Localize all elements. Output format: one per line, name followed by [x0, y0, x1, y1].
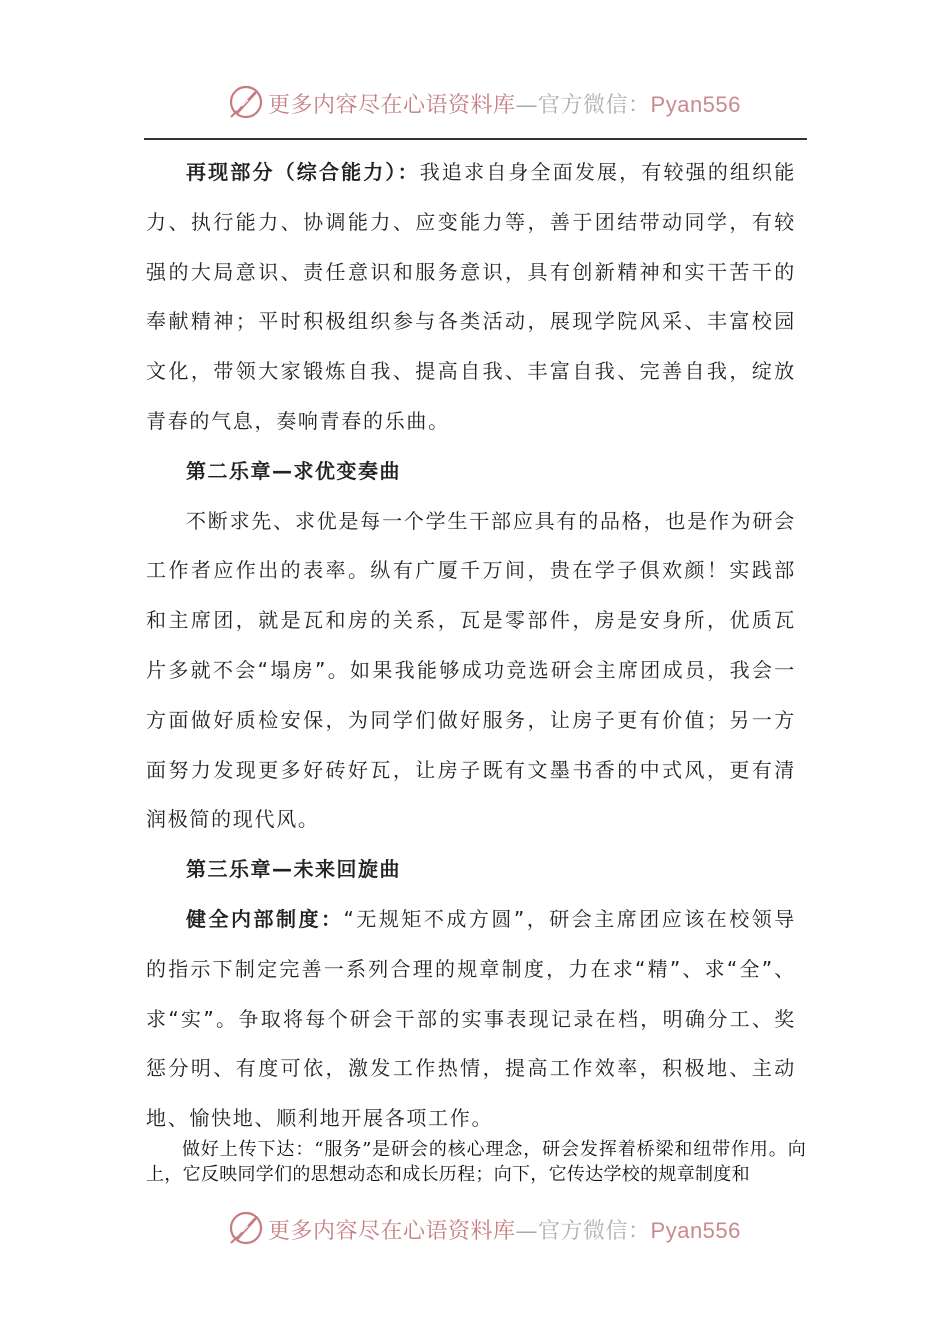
- watermark-wechat-id: Pyan556: [650, 1218, 741, 1243]
- watermark-brand: 更多内容尽在心语资料库: [268, 93, 516, 118]
- section-heading: 第三乐章—未来回旋曲: [186, 857, 401, 882]
- quill-pen-logo-icon: [228, 84, 264, 120]
- section-heading: 第二乐章—求优变奏曲: [186, 458, 401, 483]
- paragraph-internal-system: [146, 895, 796, 1144]
- quill-pen-logo-icon: [228, 1210, 264, 1246]
- paragraph-text: “无规矩不成方圆”，研会主席团应该在校领导的指示下制定完善一系列合理的规章制度，力在求“精”、求“全”、求“实”。争取将每个研会干部的实事表现记录在档，明确分工、奖惩分明、有度可依，激发工作热情，提高工作效率，积极地、主动地、愉快地、顺利地开展各项工作。: [146, 906, 796, 1131]
- footer-watermark: [0, 1206, 950, 1254]
- paragraph-lead: 健全内部制度：: [186, 906, 344, 931]
- paragraph-communication: 做好上传下达：“服务”是研会的核心理念，研会发挥着桥梁和纽带作用。向上，它反映同学们的思想动态和成长历程；向下，它传达学校的规章制度和: [146, 1139, 806, 1185]
- watermark-wechat-id: Pyan556: [650, 92, 741, 117]
- watermark-brand: 更多内容尽在心语资料库: [268, 1219, 516, 1244]
- document-body: [146, 148, 796, 1144]
- watermark-separator: —: [515, 93, 539, 118]
- document-tail: [146, 1137, 806, 1187]
- paragraph-comprehensive-ability: [146, 148, 796, 447]
- paragraph-text: 我追求自身全面发展，有较强的组织能力、执行能力、协调能力、应变能力等，善于团结带动同学，有较强的大局意识、责任意识和服务意识，具有创新精神和实干苦干的奉献精神；平时积极组织参与各类活动，展现学院风采、丰富校园文化，带领大家锻炼自我、提高自我、丰富自我、完善自我，绽放青春的气息，奏响青春的乐曲。: [146, 160, 796, 433]
- paragraph-text: 不断求先、求优是每一个学生干部应具有的品格，也是作为研会工作者应作出的表率。纵有广厦千万间，贵在学子俱欢颜！实践部和主席团，就是瓦和房的关系，瓦是零部件，房是安身所，优质瓦片多就不会“塌房”。如果我能够成功竞选研会主席团成员，我会一方面做好质检安保，为同学们做好服务，让房子更有价值；另一方面努力发现更多好砖好瓦，让房子既有文墨书香的中式风，更有清润极简的现代风。: [146, 508, 796, 832]
- watermark-wechat-label: 官方微信：: [538, 1219, 651, 1244]
- header-watermark: [0, 80, 950, 128]
- paragraph-seeking-excellence: [146, 497, 796, 846]
- watermark-separator: —: [515, 1219, 539, 1244]
- paragraph-lead: 再现部分（综合能力）：: [186, 160, 420, 184]
- header-divider: [144, 138, 807, 140]
- watermark-wechat-label: 官方微信：: [538, 93, 651, 118]
